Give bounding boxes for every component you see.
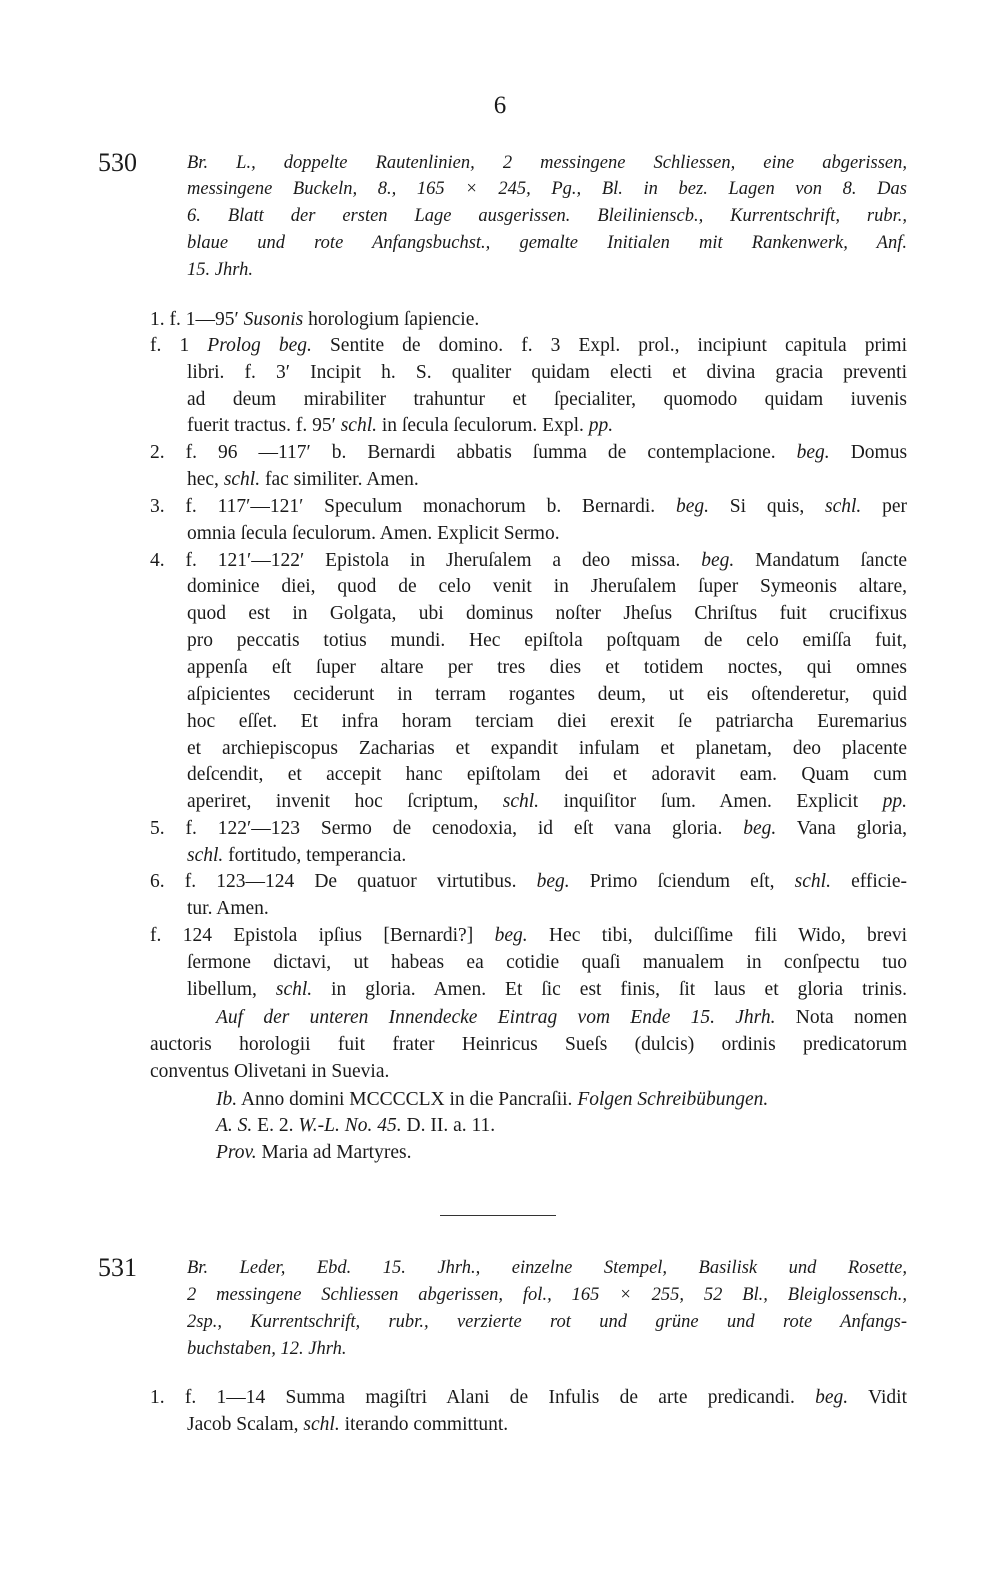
description-line: messingene Buckeln, 8., 165 × 245, Pg., Bl. in bez. Lagen von 8. Das <box>187 179 907 199</box>
item-line: 3. f. 117′—121′ Speculum monachorum b. Bernardi. beg. Si quis, schl. per <box>150 496 908 517</box>
item-line: omnia ſecula ſeculorum. Amen. Explicit Sermo. <box>187 523 560 544</box>
item-line: 1. f. 1—14 Summa magiſtri Alani de Infulis de arte predicandi. beg. Vidit <box>150 1387 907 1408</box>
item-line: tur. Amen. <box>187 898 269 919</box>
item-line: hec, schl. fac similiter. Amen. <box>187 469 419 490</box>
entry-number: 531 <box>98 1253 137 1282</box>
note-line: conventus Olivetani in Suevia. <box>150 1061 390 1082</box>
note-line: Auf der unteren Innendecke Eintrag vom Ende 15. Jhrh. Nota nomen <box>216 1007 908 1028</box>
item-line: fuerit tractus. f. 95′ schl. in ſecula ſeculorum. Expl. pp. <box>187 415 614 436</box>
description-line: Br. Leder, Ebd. 15. Jhrh., einzelne Stempel, Basilisk und Rosette, <box>187 1258 907 1278</box>
item-line: et archiepiscopus Zacharias et expandit infulam et planetam, deo placente <box>187 738 907 759</box>
item-line: Jacob Scalam, schl. iterando committunt. <box>187 1414 509 1435</box>
entry-number: 530 <box>98 148 137 177</box>
item-line: deſcendit, et accepit hanc epiſtolam dei et adoravit eam. Quam cum <box>187 764 907 785</box>
item-folio: f. 1—95′ <box>169 309 239 330</box>
item-line: schl. fortitudo, temperancia. <box>187 845 407 866</box>
item-line: 6. f. 123—124 De quatuor virtutibus. beg. Primo ſciendum eſt, schl. efficie- <box>150 871 907 892</box>
signature-line: A. S. E. 2. W.-L. No. 45. D. II. a. 11. <box>216 1115 496 1136</box>
item-author: Susonis <box>243 309 304 330</box>
item-line: 2. f. 96 —117′ b. Bernardi abbatis ſumma de contemplacione. beg. Domus <box>150 442 908 463</box>
ib-line: Ib. Anno domini MCCCCLX in die Pancraſii. Folgen Schreibübungen. <box>216 1089 769 1110</box>
item-line: dominice diei, quod de celo venit in Jheruſalem ſuper Symeonis altare, <box>187 576 907 597</box>
provenance-line: Prov. Maria ad Martyres. <box>216 1142 412 1163</box>
item-line: quod est in Golgata, ubi dominus noſter Jheſus Chriſtus fuit crucifixus <box>187 603 907 624</box>
item-number: 1. <box>150 309 165 330</box>
item-title: horologium ſapiencie. <box>308 309 480 330</box>
item-line: ad deum mirabiliter trahuntur et ſpecialiter, quomodo quidam iuvenis <box>187 389 907 410</box>
description-line: 2 messingene Schliessen abgerissen, fol., 165 × 255, 52 Bl., Bleiglossensch., <box>187 1285 907 1305</box>
description-line: 15. Jhrh. <box>187 260 253 280</box>
description-line: 6. Blatt der ersten Lage ausgerissen. Bleilinienscb., Kurrentschrift, rubr., <box>187 206 907 226</box>
page-number: 6 <box>493 92 507 119</box>
section-divider <box>440 1215 556 1216</box>
item-line: libellum, schl. in gloria. Amen. Et ſic est finis, ſit laus et gloria trinis. <box>187 979 908 1000</box>
description-line: 2sp., Kurrentschrift, rubr., verzierte rot und grüne und rote Anfangs- <box>187 1312 907 1332</box>
item-line: 4. f. 121′—122′ Epistola in Jheruſalem a deo missa. beg. Mandatum ſancte <box>150 550 908 571</box>
description-line: buchstaben, 12. Jhrh. <box>187 1339 347 1359</box>
item-line: aſpicientes ceciderunt in terram rogantes deum, ut eis oſtenderetur, quid <box>187 684 907 705</box>
item-line <box>150 307 479 333</box>
note-line: auctoris horologii fuit frater Heinricus Sueſs (dulcis) ordinis predicatorum <box>150 1034 907 1055</box>
item-line: f. 124 Epistola ipſius [Bernardi?] beg. Hec tibi, dulciſſime fili Wido, brevi <box>150 925 908 946</box>
item-line: pro peccatis totius mundi. Hec epiſtola poſtquam de celo emiſſa fuit, <box>187 630 907 651</box>
item-line: 5. f. 122′—123 Sermo de cenodoxia, id eſt vana gloria. beg. Vana gloria, <box>150 818 908 839</box>
item-line: libri. f. 3′ Incipit h. S. qualiter quidam electi et divina gracia preventi <box>187 362 907 383</box>
description-line: blaue und rote Anfangsbuchst., gemalte Initialen mit Rankenwerk, Anf. <box>187 233 907 253</box>
description-line: Br. L., doppelte Rautenlinien, 2 messingene Schliessen, eine abgerissen, <box>187 153 907 173</box>
item-line: ſermone dictavi, ut habeas ea cotidie quaſi manualem in conſpectu tuo <box>187 952 907 973</box>
item-line: appenſa eſt ſuper altare per tres dies et totidem noctes, qui omnes <box>187 657 907 678</box>
item-line: hoc eſſet. Et infra horam terciam diei erexit ſe patriarcha Euremarius <box>187 711 907 732</box>
item-line: f. 1 Prolog beg. Sentite de domino. f. 3 Expl. prol., incipiunt capitula primi <box>150 335 907 356</box>
item-line: aperiret, invenit hoc ſcriptum, schl. inquiſitor ſum. Amen. Explicit pp. <box>187 791 908 812</box>
